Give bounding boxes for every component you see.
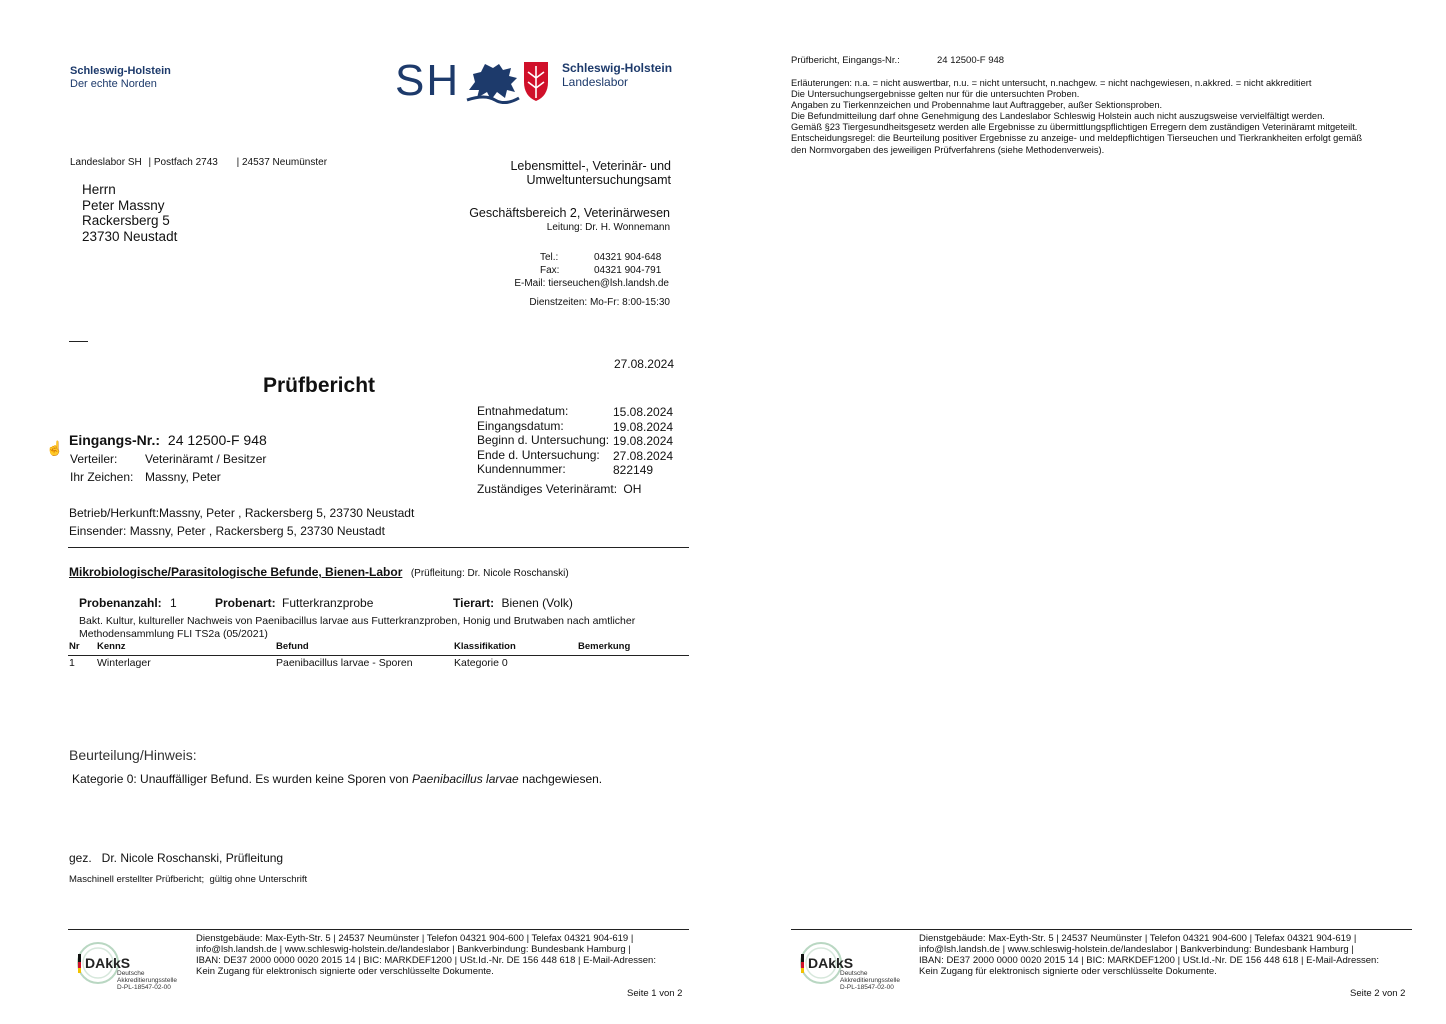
date-label-end: Ende d. Untersuchung: bbox=[477, 447, 600, 462]
assessment-text-start: Kategorie 0: Unauffälliger Befund. Es wurden keine Sporen von bbox=[72, 772, 412, 786]
dakks-id: D-PL-18547-02-00 bbox=[117, 984, 171, 991]
entry-number: 24 12500-F 948 bbox=[167, 432, 267, 448]
office-hours: Dienstzeiten: Mo-Fr: 8:00-15:30 bbox=[529, 297, 670, 308]
cell-kennz: Winterlager bbox=[97, 657, 151, 669]
note-line: Gemäß §23 Tiergesundheitsgesetz werden alle Ergebnisse zu übermittlungspflichtigen Erregern dem zuständigen Veterinäramt mitgeteilt. bbox=[791, 122, 1358, 133]
sender: Einsender: Massny, Peter , Rackersberg 5, 23730 Neustadt bbox=[69, 524, 385, 538]
method-line1: Bakt. Kultur, kultureller Nachweis von Paenibacillus larvae aus Futterkranzproben, Honig und Brutwaben nach amtlicher bbox=[79, 615, 636, 627]
date-label-receipt: Eingangsdatum: bbox=[477, 418, 564, 433]
lab-brand-line2: Landeslabor bbox=[562, 75, 629, 89]
nettle-leaf-icon bbox=[522, 60, 550, 102]
cell-befund: Paenibacillus larvae - Sporen bbox=[276, 657, 413, 669]
page-number-2: Seite 2 von 2 bbox=[1350, 988, 1406, 999]
date-label-start: Beginn d. Untersuchung: bbox=[477, 433, 610, 447]
footer-line1: Dienstgebäude: Max-Eyth-Str. 5 | 24537 Neumünster | Telefon 04321 904-600 | Telefax 04321 904-619 | bbox=[919, 933, 1357, 944]
findings-supervisor: (Prüfleitung: Dr. Nicole Roschanski) bbox=[410, 568, 569, 579]
footer-text-2 bbox=[919, 933, 1379, 977]
col-header-befund: Befund bbox=[276, 641, 309, 652]
sender-org: Landeslabor SH bbox=[70, 157, 142, 168]
footer-line4: Kein Zugang für elektronisch signierte oder verschlüsselte Dokumente. bbox=[196, 966, 494, 977]
sample-count-label: Probenanzahl: bbox=[79, 596, 162, 610]
footer-rule-2 bbox=[791, 929, 1412, 930]
page-number-1: Seite 1 von 2 bbox=[627, 988, 683, 999]
state-brand-line1: Schleswig-Holstein bbox=[70, 65, 171, 77]
dakks-name: DAkkS bbox=[808, 955, 854, 971]
note-line: Die Untersuchungsergebnisse gelten nur für die untersuchten Proben. bbox=[791, 89, 1080, 100]
dakks-sub1: Deutsche bbox=[117, 970, 145, 977]
origin: Betrieb/Herkunft:Massny, Peter , Rackersberg 5, 23730 Neustadt bbox=[69, 506, 415, 520]
divider-main bbox=[68, 547, 689, 548]
animal-label: Tierart: bbox=[453, 596, 495, 610]
distributor-label: Verteiler: bbox=[70, 452, 118, 466]
report-date: 27.08.2024 bbox=[613, 357, 674, 371]
note-line: den Normvorgaben des jeweiligen Prüfverfahrens (siehe Methodenverweis). bbox=[791, 144, 1105, 155]
lab-brand-line1: Schleswig-Holstein bbox=[562, 61, 673, 75]
office-tel-label: Tel.: bbox=[540, 252, 559, 263]
sh-logo-letters: SH bbox=[395, 56, 461, 105]
col-header-nr: Nr bbox=[69, 641, 80, 652]
office-email: E-Mail: tierseuchen@lsh.landsh.de bbox=[514, 278, 669, 289]
office-head: Leitung: Dr. H. Wonnemann bbox=[546, 222, 670, 233]
dakks-sub1: Deutsche bbox=[840, 970, 868, 977]
vet-office: OH bbox=[623, 482, 642, 496]
signature-note: Maschinell erstellter Prüfbericht; gültig ohne Unterschrift bbox=[69, 874, 308, 885]
table-header-rule bbox=[68, 655, 689, 656]
footer-text-1 bbox=[196, 933, 656, 977]
date-value-sampling: 15.08.2024 bbox=[613, 405, 674, 419]
col-header-kennz: Kennz bbox=[97, 641, 126, 652]
note-line: Erläuterungen: n.a. = nicht auswertbar, n.u. = nicht untersucht, n.nachgew. = nicht nachgewiesen, n.akkred. = nicht akkreditiert bbox=[791, 78, 1312, 88]
method-line2: Methodensammlung FLI TS2a (05/2021) bbox=[79, 627, 268, 640]
footer-line3: IBAN: DE37 2000 0000 0020 2015 14 | BIC: MARKDEF1200 | USt.Id.-Nr. DE 156 448 618 | E-Mail-Adressen: bbox=[196, 955, 656, 966]
date-value-customer: 822149 bbox=[613, 463, 654, 477]
dates-labels bbox=[477, 404, 609, 477]
note-line: Die Befundmitteilung darf ohne Genehmigung des Landeslabor Schleswig Holstein auch nicht auszugsweise vervielfältigt werden. bbox=[791, 111, 1325, 122]
recipient-address bbox=[82, 182, 177, 244]
dakks-sub bbox=[117, 970, 177, 991]
cell-klass: Kategorie 0 bbox=[454, 657, 508, 669]
signature: gez. Dr. Nicole Roschanski, Prüfleitung bbox=[69, 851, 284, 865]
findings-title: Mikrobiologische/Parasitologische Befunde, Bienen-Labor bbox=[69, 565, 403, 579]
office-block bbox=[510, 159, 671, 187]
office-tel: 04321 904-648 bbox=[594, 252, 662, 263]
state-brand-line2: Der echte Norden bbox=[70, 78, 157, 90]
sample-count-row bbox=[79, 596, 177, 610]
col-header-klass: Klassifikation bbox=[454, 641, 516, 652]
distributor: Veterinäramt / Besitzer bbox=[145, 452, 267, 466]
fold-mark bbox=[69, 341, 88, 342]
assessment-text-end: nachgewiesen. bbox=[518, 772, 603, 786]
dakks-logo-1 bbox=[75, 940, 185, 992]
lion-icon bbox=[465, 60, 521, 104]
dakks-sub bbox=[840, 970, 900, 991]
sample-count: 1 bbox=[170, 596, 177, 610]
sample-type: Futterkranzprobe bbox=[282, 596, 374, 610]
dakks-sub2: Akkreditierungsstelle bbox=[117, 977, 177, 984]
cell-nr: 1 bbox=[69, 657, 75, 669]
animal-row bbox=[453, 596, 573, 610]
vet-office-row bbox=[477, 482, 641, 496]
reference: Massny, Peter bbox=[145, 470, 221, 484]
page2-notes bbox=[791, 78, 1362, 156]
dates-values bbox=[613, 405, 673, 478]
footer-line1: Dienstgebäude: Max-Eyth-Str. 5 | 24537 Neumünster | Telefon 04321 904-600 | Telefax 04321 904-619 | bbox=[196, 933, 634, 944]
assessment-text bbox=[72, 772, 602, 786]
footer-line3: IBAN: DE37 2000 0000 0020 2015 14 | BIC: MARKDEF1200 | USt.Id.-Nr. DE 156 448 618 | E-Mail-Adressen: bbox=[919, 955, 1379, 966]
office-division: Geschäftsbereich 2, Veterinärwesen bbox=[469, 206, 670, 220]
state-brand bbox=[70, 65, 171, 91]
footer-rule-1 bbox=[68, 929, 689, 930]
hand-cursor-icon: ☝ bbox=[46, 440, 64, 456]
note-line: Angaben zu Tierkennzeichen und Probennahme laut Auftraggeber, außer Sektionsproben. bbox=[791, 100, 1163, 111]
office-fax: 04321 904-791 bbox=[594, 265, 662, 276]
footer-line2: info@lsh.landsh.de | www.schleswig-holstein.de/landeslabor | Bankverbindung: Bundesbank Hamburg | bbox=[196, 944, 631, 955]
date-value-start: 19.08.2024 bbox=[613, 434, 674, 448]
page2-ref-label: Prüfbericht, Eingangs-Nr.: bbox=[791, 55, 900, 66]
date-value-end: 27.08.2024 bbox=[613, 448, 674, 463]
col-header-bemerkung: Bemerkung bbox=[578, 641, 631, 652]
office-fax-label: Fax: bbox=[540, 265, 560, 276]
footer-line4: Kein Zugang für elektronisch signierte oder verschlüsselte Dokumente. bbox=[919, 966, 1217, 977]
sample-type-label: Probenart: bbox=[215, 596, 276, 610]
assessment-text-species: Paenibacillus larvae bbox=[412, 772, 519, 786]
reference-label: Ihr Zeichen: bbox=[70, 470, 134, 484]
dakks-name: DAkkS bbox=[85, 955, 131, 971]
recipient-name: Peter Massny bbox=[82, 197, 165, 213]
recipient-city: 23730 Neustadt bbox=[82, 228, 178, 244]
date-value-receipt: 19.08.2024 bbox=[613, 419, 674, 434]
office-line2: Umweltuntersuchungsamt bbox=[526, 173, 671, 187]
entry-number-row bbox=[69, 432, 267, 448]
note-line: Entscheidungsregel: die Beurteilung positiver Ergebnisse zu anzeige- und meldepflichtigen Tierseuchen und Tierkrankheiten erfolgt gemäß bbox=[791, 133, 1363, 144]
lab-brand bbox=[562, 61, 672, 89]
sender-city: | 24537 Neumünster bbox=[236, 157, 328, 168]
method-text bbox=[79, 615, 635, 640]
animal: Bienen (Volk) bbox=[501, 596, 573, 610]
page2-ref-no: 24 12500-F 948 bbox=[937, 55, 1005, 66]
sample-type-row bbox=[215, 596, 373, 610]
date-label-sampling: Entnahmedatum: bbox=[477, 404, 569, 418]
office-line1: Lebensmittel-, Veterinär- und bbox=[510, 159, 671, 173]
dakks-id: D-PL-18547-02-00 bbox=[840, 984, 894, 991]
footer-line2: info@lsh.landsh.de | www.schleswig-holstein.de/landeslabor | Bankverbindung: Bundesbank Hamburg | bbox=[919, 944, 1354, 955]
recipient-salutation: Herrn bbox=[82, 182, 116, 197]
dakks-logo-2 bbox=[798, 940, 908, 992]
report-title: Prüfbericht bbox=[263, 374, 376, 397]
vet-office-label: Zuständiges Veterinäramt: bbox=[477, 482, 618, 496]
recipient-street: Rackersberg 5 bbox=[82, 213, 170, 228]
date-label-customer: Kundennummer: bbox=[477, 462, 566, 476]
sender-postbox: | Postfach 2743 bbox=[148, 157, 218, 168]
assessment-heading: Beurteilung/Hinweis: bbox=[69, 747, 197, 763]
sender-line bbox=[70, 157, 327, 168]
entry-number-label: Eingangs-Nr.: bbox=[69, 432, 161, 448]
dakks-sub2: Akkreditierungsstelle bbox=[840, 977, 900, 984]
findings-header bbox=[69, 563, 569, 581]
